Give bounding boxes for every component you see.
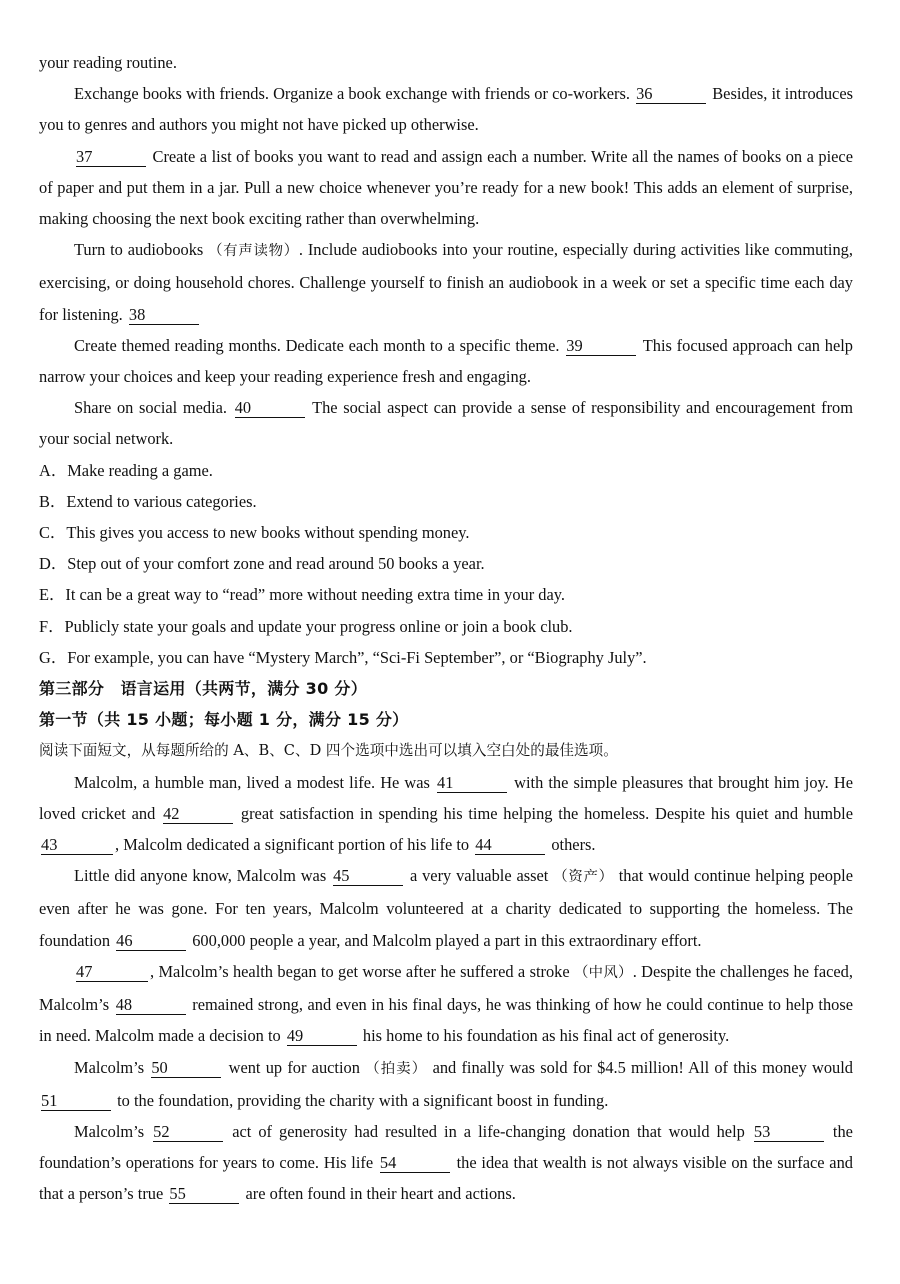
blank-50[interactable]: 50 (151, 1059, 221, 1078)
blank-54[interactable]: 54 (380, 1154, 450, 1173)
blank-43[interactable]: 43 (41, 836, 113, 855)
text: Create a list of books you want to read and assign each a number. Write all the names of books on a piece of paper and put them in a jar. Pull a new choice whenever you’re ready for a new book! This adds an element of surprise, making choosing the next book exciting rather than overwhelming. (39, 146, 853, 229)
paragraph-37 (39, 141, 853, 235)
blank-55[interactable]: 55 (169, 1185, 239, 1204)
paragraph-38 (39, 234, 853, 330)
text: Besides, it introduces you to genres and authors you might not have picked up otherwise. (39, 84, 853, 135)
blank-39[interactable]: 39 (566, 337, 636, 356)
text: . Include audiobooks into your routine, especially during activities like commuting, exercising, or doing household chores. Challenge yourself to finish an audiobook in a week or set a specific time each day for listening. (39, 240, 853, 324)
blank-44[interactable]: 44 (475, 836, 545, 855)
option-b: B．Extend to various categories. (39, 491, 257, 511)
text: to the foundation, providing the charity with a significant boost in funding. (117, 1090, 609, 1110)
option-a: A．Make reading a game. (39, 460, 213, 480)
cloze-paragraph-3 (39, 956, 853, 1052)
blank-52[interactable]: 52 (153, 1123, 223, 1142)
blank-46[interactable]: 46 (116, 932, 186, 951)
text: his home to his foundation as his final act of generosity. (362, 1026, 730, 1046)
text: This focused approach can help narrow your choices and keep your reading experience fresh and engaging. (39, 335, 853, 387)
blank-45[interactable]: 45 (333, 867, 403, 886)
text: that would continue helping people even after he was gone. For ten years, Malcolm volunteered at a charity dedicated to supporting the homeless. The foundation (39, 866, 854, 950)
option-f: F．Publicly state your goals and update your progress online or join a book club. (39, 616, 573, 636)
instruction: 阅读下面短文，从每题所给的 A、B、C、D 四个选项中选出可以填入空白处的最佳选项。 (39, 742, 618, 760)
text: with the simple pleasures that brought him joy. He loved cricket and (39, 772, 853, 823)
text: The social aspect can provide a sense of responsibility and encouragement from your social network. (39, 398, 853, 449)
text: and finally was sold for $4.5 million! All of this money would (432, 1057, 853, 1077)
text: the idea that wealth is not always visible on the surface and that a person’s true (39, 1153, 853, 1204)
blank-47[interactable]: 47 (76, 963, 148, 982)
text: , Malcolm dedicated a significant portion of his life to (115, 835, 470, 855)
paragraph-39 (39, 330, 853, 392)
part3-heading: 第三部分 语言运用（共两节，满分 30 分） (39, 679, 368, 699)
text: remained strong, and even in his final days, he was thinking of how he could continue to help those in need. Malcolm made a decision to (39, 995, 853, 1046)
text: Share on social media. (74, 398, 228, 418)
text: great satisfaction in spending his time helping the homeless. Despite his quiet and humble (240, 803, 853, 823)
blank-42[interactable]: 42 (163, 805, 233, 824)
text: Turn to audiobooks (74, 240, 204, 260)
blank-49[interactable]: 49 (287, 1027, 357, 1046)
option-g: G．For example, you can have “Mystery March”, “Sci-Fi September”, or “Biography July”. (39, 647, 647, 667)
text: Malcolm’s (74, 1121, 145, 1141)
text: went up for auction (228, 1057, 360, 1077)
text: Malcolm, a humble man, lived a modest life. He was (74, 772, 430, 792)
blank-41[interactable]: 41 (437, 774, 507, 793)
text: a very valuable asset (409, 866, 549, 886)
text: act of generosity had resulted in a life-changing donation that would help (232, 1121, 745, 1141)
cloze-paragraph-5 (39, 1116, 853, 1210)
text: the foundation’s operations for years to come. His life (39, 1121, 853, 1173)
text: Little did anyone know, Malcolm was (74, 866, 327, 886)
paragraph-36 (39, 78, 853, 140)
chinese-note: （中风） (574, 964, 633, 981)
text: Malcolm’s (74, 1057, 145, 1077)
text: , Malcolm’s health began to get worse after he suffered a stroke (150, 961, 570, 981)
blank-36[interactable]: 36 (636, 85, 706, 104)
cloze-paragraph-1 (39, 767, 853, 861)
option-d: D．Step out of your comfort zone and read around 50 books a year. (39, 554, 485, 574)
blank-48[interactable]: 48 (116, 996, 186, 1015)
section1-heading: 第一节（共 15 小题；每小题 1 分，满分 15 分） (39, 710, 409, 730)
text: others. (551, 835, 596, 855)
text: are often found in their heart and actions. (245, 1184, 516, 1204)
text: Exchange books with friends. Organize a book exchange with friends or co-workers. (74, 84, 630, 104)
blank-38[interactable]: 38 (129, 306, 199, 325)
chinese-note: （资产） (553, 869, 614, 886)
chinese-note: （拍卖） (365, 1060, 428, 1077)
paragraph-40 (39, 392, 853, 454)
cloze-paragraph-4 (39, 1052, 853, 1116)
document-page (39, 47, 853, 1210)
blank-40[interactable]: 40 (235, 399, 305, 418)
text: . Despite the challenges he faced, Malcolm’s (39, 961, 853, 1015)
option-e: E．It can be a great way to “read” more without needing extra time in your day. (39, 585, 565, 605)
intro-fragment: your reading routine. (39, 53, 177, 72)
option-c: C．This gives you access to new books without spending money. (39, 523, 470, 543)
text: 600,000 people a year, and Malcolm played a part in this extraordinary effort. (192, 930, 702, 950)
cloze-paragraph-2 (39, 860, 853, 956)
chinese-note: （有声读物） (208, 243, 299, 260)
blank-37[interactable]: 37 (76, 148, 146, 167)
blank-51[interactable]: 51 (41, 1092, 111, 1111)
blank-53[interactable]: 53 (754, 1123, 824, 1142)
text: Create themed reading months. Dedicate each month to a specific theme. (74, 335, 560, 355)
